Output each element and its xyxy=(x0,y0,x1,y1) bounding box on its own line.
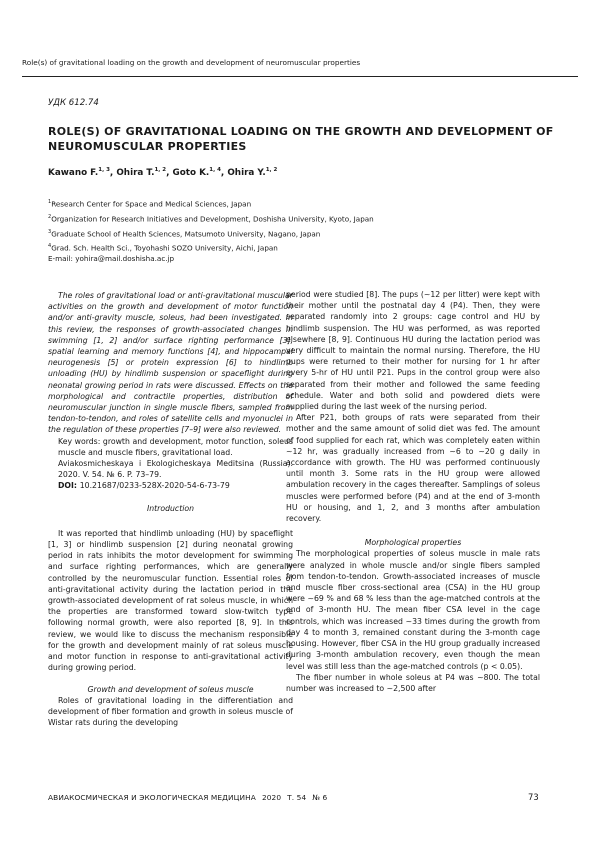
affiliation-number: 1 xyxy=(48,199,52,205)
affiliation-list xyxy=(48,196,568,255)
affiliation-item xyxy=(48,226,568,241)
keywords-text: Key words: growth and development, motor function, soleus muscle and muscle fibers, gravitational load. xyxy=(58,436,293,457)
journal-year: 2020 xyxy=(261,793,282,802)
growth-section-heading: Growth and development of soleus muscle xyxy=(87,684,254,694)
right-column xyxy=(286,289,540,694)
contact-email: E-mail: yohira@mail.doshisha.ac.jp xyxy=(48,254,175,263)
growth-paragraph: Roles of gravitational loading in the differentiation and development of fiber formation and growth in soleus muscle of Wistar rats during the developing xyxy=(48,695,293,728)
header-divider xyxy=(22,76,578,77)
author-name: Kawano F. xyxy=(48,167,99,178)
body-paragraph: After P21, both groups of rats were separated from their mother and the same amount of solid diet was fed. The amount of food supplied for each rat, which was completely eaten within ~12 hr, was gradually increased from ~6 to ~20 g daily in accordance with growth. The HU was performed continuously until month 3. Some rats in the HU group were allowed ambulation recovery in the cages thereafter. Samplings of soleus muscles were performed before (P4) and at the end of 3-month HU or housing, and 1, 2, and 3 months after ambulation recovery. xyxy=(286,413,540,524)
journal-volume: Т. 54 xyxy=(287,793,307,802)
introduction-heading: Introduction xyxy=(146,503,195,513)
author-affiliation-ref: 1, 2 xyxy=(265,167,278,173)
affiliation-text: Organization for Research Initiatives and Development, Doshisha University, Kyoto, Japan xyxy=(51,214,374,224)
body-paragraph: period were studied [8]. The pups (~12 per litter) were kept with their mother until the postnatal day 4 (P4). Then, they were separated randomly into 2 groups: cage control and HU by hindlimb suspension. The HU was performed, as was reported elsewhere [8, 9]. Continuous HU during the lactation period was very difficult to maintain the normal nursing. Therefore, the HU pups were returned to their mother for nursing for 1 hr after every 5-hr of HU until P21. Pups in the control group were also separated from their mother and followed the same feeding schedule. Water and both solid and powdered diets were supplied during the last week of the nursing period. xyxy=(286,290,540,412)
author-affiliation-ref: 1, 2 xyxy=(154,167,167,173)
doi-value: 10.21687/0233-528X-2020-54-6-73-79 xyxy=(79,481,230,491)
left-column xyxy=(48,290,293,728)
affiliation-item xyxy=(48,196,568,211)
author-affiliation-ref: 1, 3 xyxy=(98,167,110,173)
author-name: Ohira T. xyxy=(116,167,155,178)
abstract-text: The roles of gravitational load or anti-gravitational muscular activities on the growth and development of motor function and/or anti-gravity muscle, soleus, had been investigated. In this review, the responses of growth-associated changes in swimming [1, 2] and/or surface righting performance [3], spatial learning and memory functions [4], and hippocampal neurogenesis [5] or protein expression [6] to hindlimb unloading (HU) by hindlimb suspension or spaceflight during neonatal growing period in rats were discussed. Effects on the morphological and contractile properties, distribution of neuromuscular junction in single muscle fibers, sampled from tendon-to-tendon, and roles of satellite cells and myonuclei in the regulation of these properties [7–9] were also reviewed. xyxy=(48,291,293,435)
journal-name: АВИАКОСМИЧЕСКАЯ И ЭКОЛОГИЧЕСКАЯ МЕДИЦИНА xyxy=(48,793,256,802)
affiliation-number: 2 xyxy=(48,213,52,220)
udk-code: УДК 612.74 xyxy=(48,98,99,108)
affiliation-text: Grad. Sch. Health Sci., Toyohashi SOZO University, Aichi, Japan xyxy=(51,243,278,253)
affiliation-text: Research Center for Space and Medical Sciences, Japan xyxy=(51,199,252,209)
author-list: Kawano F.$^{1, 3}$, Ohira T.$^{1, 2}$, Goto K.$^{1, 4}$, Ohira Y.$^{1, 2}$ xyxy=(48,167,278,178)
affiliation-text: Graduate School of Health Sciences, Matsumoto University, Nagano, Japan xyxy=(51,228,321,238)
article-title: ROLE(S) OF GRAVITATIONAL LOADING ON THE GROWTH AND DEVELOPMENT OF NEUROMUSCULAR PROPERTIES xyxy=(48,125,554,153)
author-affiliation-ref: 1, 4 xyxy=(209,167,221,173)
journal-issue: № 6 xyxy=(312,793,328,802)
doi-line xyxy=(48,480,293,491)
citation-text: Aviakosmicheskaya i Ekologicheskaya Meditsina (Russia). 2020. V. 54. № 6. P. 73–79. xyxy=(58,459,293,480)
body-paragraph: The fiber number in whole soleus at P4 was ~800. The total number was increased to ~2,500 after xyxy=(286,672,540,693)
affiliation-number: 4 xyxy=(48,243,52,250)
body-paragraph: The morphological properties of soleus muscle in male rats were analyzed in whole muscle and/or single fibers sampled from tendon-to-tendon. Growth-associated increases of muscle and muscle fiber cross-sectional area (CSA) in the HU group were ~69 % and 68 % less than the age-matched controls at the end of 3-month HU. The mean fiber CSA level in the cage controls, which was increased ~33 times during the growth from day 4 to month 3, remained constant during the 3-month cage housing. However, fiber CSA in the HU group gradually increased during 3-month ambulation recovery, even though the mean level was still less than the age-matched controls (p < 0.05). xyxy=(286,549,540,671)
running-title: Role(s) of gravitational loading on the growth and development of neuromuscular properties xyxy=(22,58,361,67)
morphological-heading: Morphological properties xyxy=(364,538,462,548)
affiliation-item xyxy=(48,211,568,226)
page-number: 73 xyxy=(528,792,539,802)
author-name: Ohira Y. xyxy=(227,167,266,178)
journal-footer xyxy=(48,793,544,802)
author-name: Goto K. xyxy=(172,167,210,178)
introduction-paragraph: It was reported that hindlimb unloading (HU) by spaceflight [1, 3] or hindlimb suspension [2] during neonatal growing period in rats inhibits the motor development for swimming and surface righting performances, which are generally controlled by the neuromuscular function. Essential roles of anti-gravitational activity during the lactation period in the growth-associated development of rat soleus muscle, in which the properties are transformed toward slow-twitch type following normal growth, were also reported [8, 9]. In this review, we would like to discuss the mechanism responsible for the growth and development mainly of rat soleus muscle and motor function in response to anti-gravitational activity during growing period. xyxy=(48,528,293,673)
affiliation-item xyxy=(48,240,568,255)
doi-label: DOI: xyxy=(58,481,78,491)
affiliation-number: 3 xyxy=(48,228,52,235)
